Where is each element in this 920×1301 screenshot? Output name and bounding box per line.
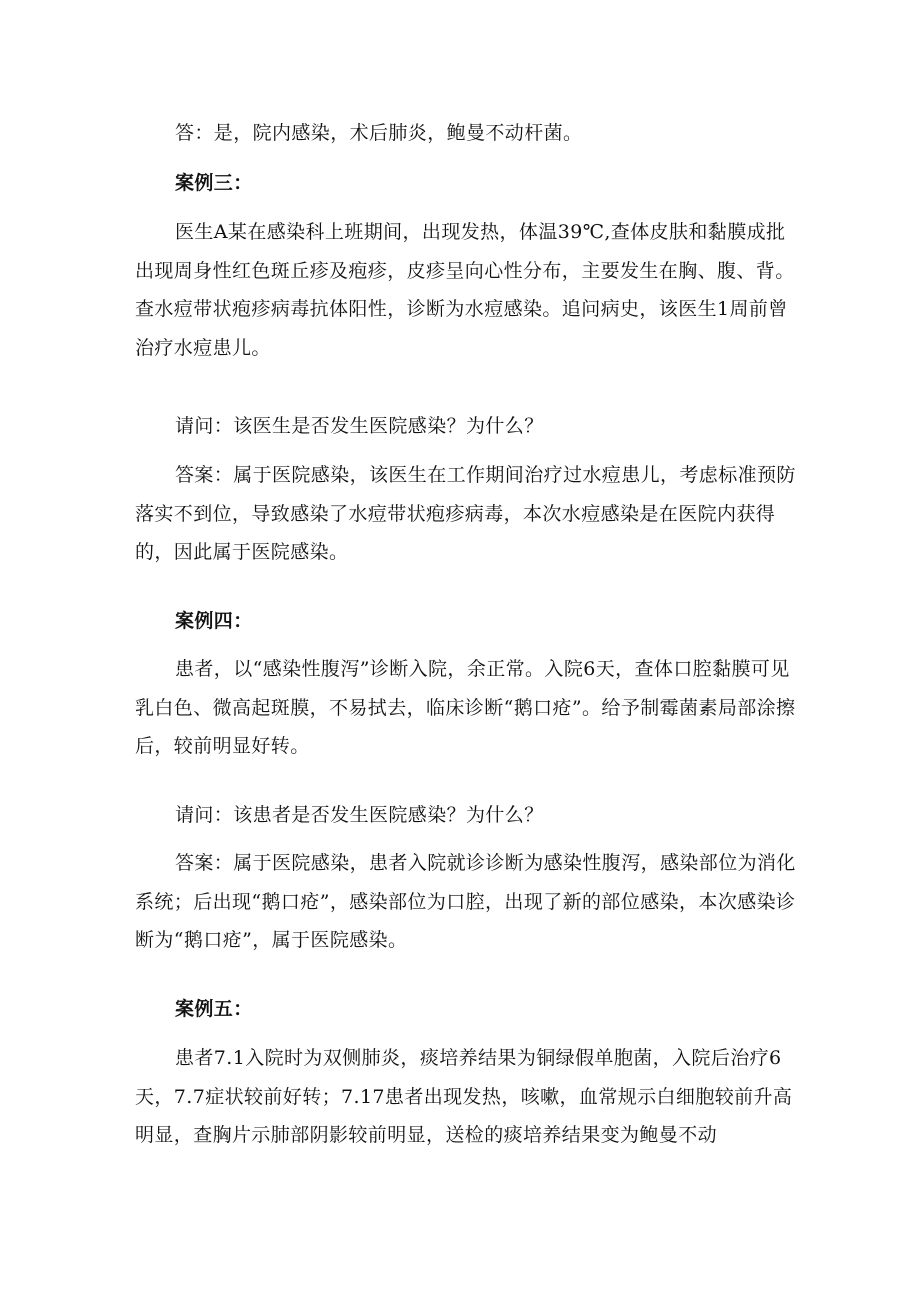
case-five-heading: 案例五： [175,998,253,1020]
case-four-heading: 案例四： [175,610,253,632]
case-four-answer: 答案：属于医院感染，患者入院就诊诊断为感染性腹泻，感染部位为消化系统；后出现“鹅口疮”，感染部位为口腔，出现了新的部位感染，本次感染诊断为“鹅口疮”，属于医院感染。 [135,852,796,951]
case-four-question: 请问：该患者是否发生医院感染？为什么？ [175,804,544,826]
case-five-description: 患者7.1入院时为双侧肺炎，痰培养结果为铜绿假单胞菌，入院后治疗6天，7.7症状较前好转；7.17患者出现发热，咳嗽，血常规示白细胞较前升高明显，查胸片示肺部阴影较前明显，送检的痰培养结果变为鲍曼不动 [135,1047,793,1146]
case-three-heading: 案例三： [175,172,253,194]
case-four-description: 患者，以“感染性腹泻”诊断入院，余正常。入院6天，查体口腔黏膜可见乳白色、微高起斑膜，不易拭去，临床诊断“鹅口疮”。给予制霉菌素局部涂擦后，较前明显好转。 [135,658,796,757]
case-three-question: 请问：该医生是否发生医院感染？为什么？ [175,415,544,437]
answer-case-two: 答：是，院内感染，术后肺炎，鲍曼不动杆菌。 [175,122,583,144]
case-three-description: 医生A某在感染科上班期间，出现发热，体温39℃,查体皮肤和黏膜成批出现周身性红色斑丘疹及疱疹，皮疹呈向心性分布，主要发生在胸、腹、背。查水痘带状疱疹病毒抗体阳性，诊断为水痘感染。追问病史，该医生1周前曾治疗水痘患儿。 [135,221,795,359]
case-three-answer: 答案：属于医院感染，该医生在工作期间治疗过水痘患儿，考虑标准预防落实不到位，导致感染了水痘带状疱疹病毒，本次水痘感染是在医院内获得的，因此属于医院感染。 [135,464,796,563]
